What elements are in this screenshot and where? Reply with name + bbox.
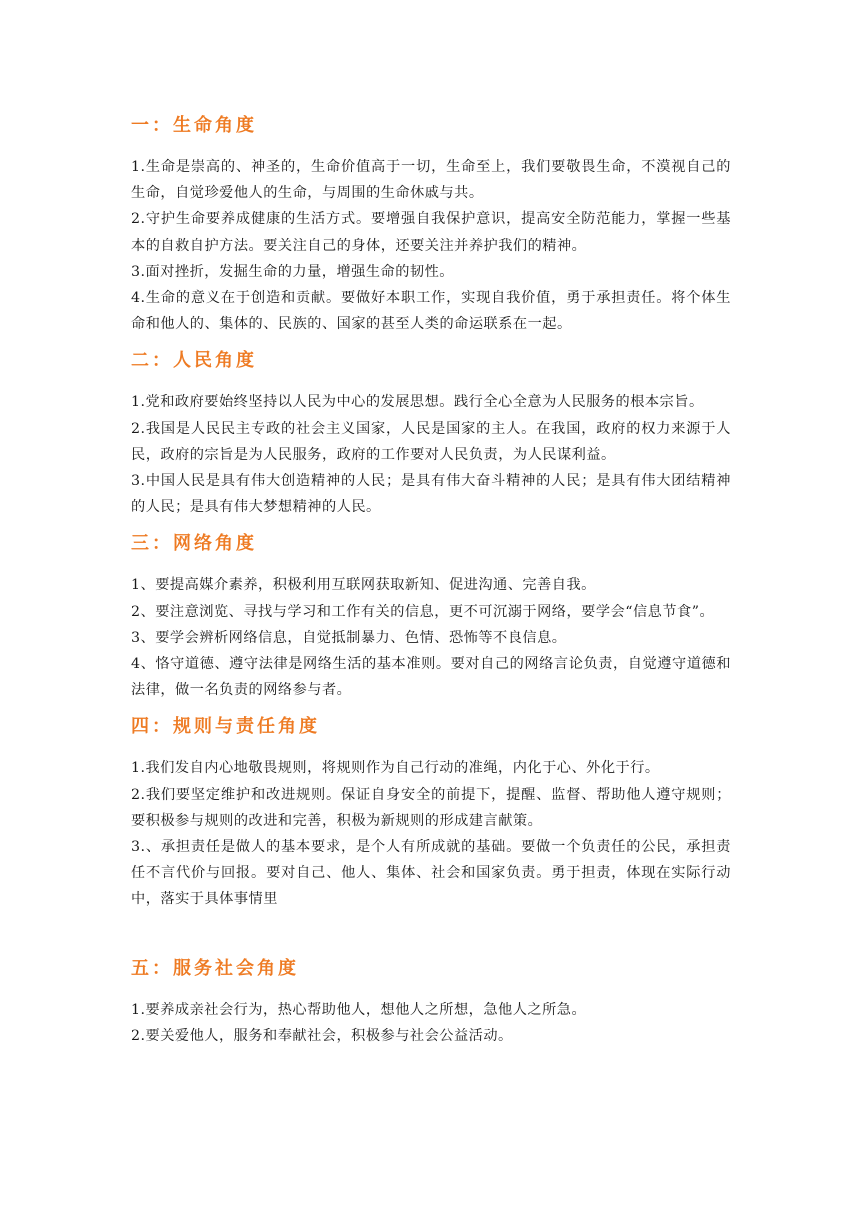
paragraph: 2.我们要坚定维护和改进规则。保证自身安全的前提下，提醒、监督、帮助他人遵守规则；要积极参与规则的改进和完善，积极为新规则的形成建言献策。 xyxy=(131,786,731,829)
section-serve-society xyxy=(131,951,731,1049)
section-heading: 二：人民角度 xyxy=(131,350,257,372)
section-people xyxy=(131,343,731,520)
paragraph: 1.生命是崇高的、神圣的，生命价值高于一切，生命至上，我们要敬畏生命，不漠视自己的生命，自觉珍爱他人的生命，与周围的生命休戚与共。 xyxy=(131,159,731,202)
section-rules-responsibility xyxy=(131,709,731,912)
section-heading: 四：规则与责任角度 xyxy=(131,716,320,738)
paragraph: 2.要关爱他人，服务和奉献社会，积极参与社会公益活动。 xyxy=(131,1027,513,1044)
section-heading: 五：服务社会角度 xyxy=(131,957,299,979)
paragraph: 2.守护生命要养成健康的生活方式。要增强自我保护意识，提高安全防范能力，掌握一些基本的自救自护方法。要关注自己的身体，还要关注并养护我们的精神。 xyxy=(131,211,731,254)
paragraph: 3、要学会辨析网络信息，自觉抵制暴力、色情、恐怖等不良信息。 xyxy=(131,629,567,646)
paragraph: 4.生命的意义在于创造和贡献。要做好本职工作，实现自我价值，勇于承担责任。将个体生命和他人的、集体的、民族的、国家的甚至人类的命运联系在一起。 xyxy=(131,290,731,333)
section-life xyxy=(131,108,731,337)
paragraph: 3.中国人民是具有伟大创造精神的人民；是具有伟大奋斗精神的人民；是具有伟大团结精神的人民；是具有伟大梦想精神的人民。 xyxy=(131,473,731,516)
paragraph: 3.、承担责任是做人的基本要求，是个人有所成就的基础。要做一个负责任的公民，承担责任不言代价与回报。要对自己、他人、集体、社会和国家负责。勇于担责，体现在实际行动中，落实于具体事情里 xyxy=(131,839,731,908)
paragraph: 2、要注意浏览、寻找与学习和工作有关的信息，更不可沉溺于网络，要学会“信息节食”。 xyxy=(131,603,715,620)
section-heading: 三：网络角度 xyxy=(131,533,257,555)
paragraph: 4、恪守道德、遵守法律是网络生活的基本准则。要对自己的网络言论负责，自觉遵守道德和法律，做一名负责的网络参与者。 xyxy=(131,656,731,699)
paragraph: 3.面对挫折，发掘生命的力量，增强生命的韧性。 xyxy=(131,263,454,280)
paragraph: 2.我国是人民民主专政的社会主义国家，人民是国家的主人。在我国，政府的权力来源于人民，政府的宗旨是为人民服务，政府的工作要对人民负责，为人民谋利益。 xyxy=(131,420,731,463)
paragraph: 1、要提高媒介素养，积极利用互联网获取新知、促进沟通、完善自我。 xyxy=(131,577,596,594)
paragraph: 1.我们发自内心地敬畏规则，将规则作为自己行动的准绳，内化于心、外化于行。 xyxy=(131,760,660,777)
document-content xyxy=(131,108,731,1055)
paragraph: 1.要养成亲社会行为，热心帮助他人，想他人之所想，急他人之所急。 xyxy=(131,1001,587,1018)
section-heading: 一：生命角度 xyxy=(131,115,257,136)
paragraph: 1.党和政府要始终坚持以人民为中心的发展思想。践行全心全意为人民服务的根本宗旨。 xyxy=(131,394,704,411)
section-network xyxy=(131,526,731,703)
